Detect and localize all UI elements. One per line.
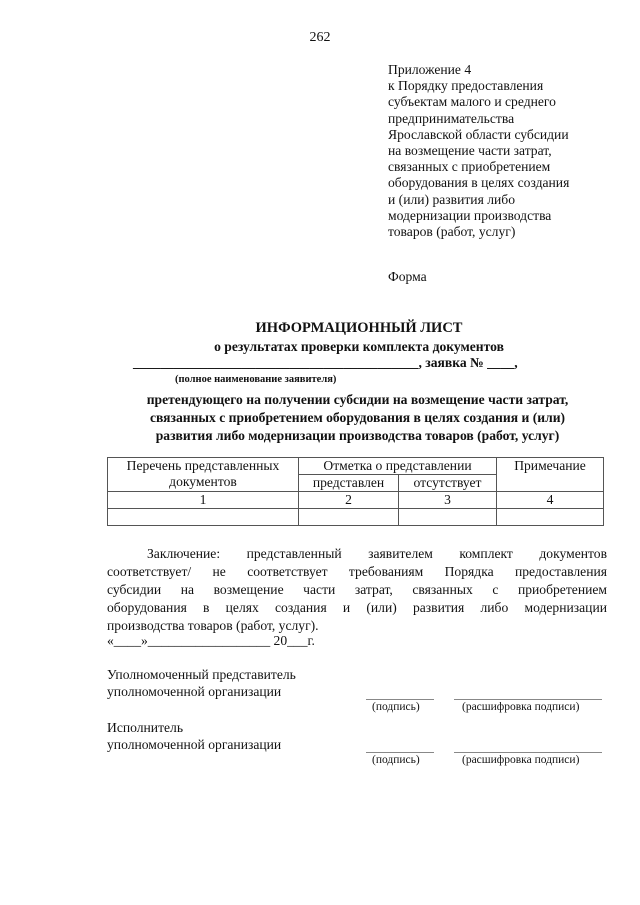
conclusion-line: оборудования в целях создания и (или) развития либо модернизации — [107, 600, 607, 615]
table-cell — [108, 509, 299, 526]
applicant-name-line: __________________________________________, заявка № ____, — [133, 355, 518, 370]
purpose-line: развития либо модернизации производства товаров (работ, услуг) — [155, 428, 560, 443]
transcript-line — [454, 752, 602, 753]
table-number-row — [108, 492, 604, 509]
appendix-line: и (или) развития либо — [388, 191, 515, 207]
header-submission-mark: Отметка о представлении — [299, 458, 497, 475]
signature-line — [366, 699, 434, 700]
appendix-line: модернизации производства — [388, 207, 552, 223]
header-note: Примечание — [497, 458, 604, 492]
transcript-line — [454, 699, 602, 700]
appendix-line: товаров (работ, услуг) — [388, 224, 516, 240]
conclusion-line: соответствует/ не соответствует требованиям Порядка предоставления — [107, 564, 607, 579]
column-number: 3 — [399, 492, 497, 509]
appendix-line: связанных с приобретением — [388, 159, 551, 175]
table-cell — [299, 509, 399, 526]
table-cell — [497, 509, 604, 526]
transcript-caption: (расшифровка подписи) — [462, 701, 580, 713]
document-title: ИНФОРМАЦИОННЫЙ ЛИСТ — [255, 320, 463, 336]
appendix-line: субъектам малого и среднего — [388, 94, 556, 110]
table-cell — [399, 509, 497, 526]
appendix-line: Приложение 4 — [388, 62, 472, 77]
table-header-row — [108, 458, 604, 475]
header-documents-list: Перечень представленных документов — [108, 458, 299, 492]
representative-label — [107, 666, 296, 700]
column-number: 2 — [299, 492, 399, 509]
executor-label — [107, 719, 281, 753]
applicant-hint: (полное наименование заявителя) — [175, 374, 337, 385]
transcript-caption: (расшифровка подписи) — [462, 754, 580, 766]
conclusion-paragraph — [107, 545, 607, 635]
conclusion-line: производства товаров (работ, услуг). — [107, 618, 319, 633]
appendix-line: предпринимательства — [388, 110, 515, 126]
document-subtitle: о результатах проверки комплекта документов — [214, 339, 504, 354]
conclusion-line: субсидии на возмещение части затрат, связанных с приобретением — [107, 582, 607, 597]
purpose-text — [100, 391, 615, 445]
page-number: 262 — [309, 30, 331, 45]
purpose-line: связанных с приобретением оборудования в целях создания и (или) — [149, 410, 566, 425]
signer-label-line: Исполнитель — [107, 720, 184, 735]
signer-label-line: уполномоченной организации — [107, 684, 282, 699]
column-number: 4 — [497, 492, 604, 509]
signer-label-line: уполномоченной организации — [107, 737, 282, 752]
documents-table — [107, 457, 604, 526]
appendix-line: к Порядку предоставления — [388, 78, 544, 94]
table-row — [108, 509, 604, 526]
conclusion-line: Заключение: представленный заявителем комплект документов — [147, 546, 607, 561]
appendix-line: Ярославской области субсидии — [388, 126, 569, 142]
signature-caption: (подпись) — [372, 754, 420, 766]
date-line: «____»__________________ 20___г. — [107, 633, 315, 648]
column-number: 1 — [108, 492, 299, 509]
signature-caption: (подпись) — [372, 701, 420, 713]
signer-label-line: Уполномоченный представитель — [107, 667, 296, 682]
purpose-line: претендующего на получении субсидии на возмещение части затрат, — [146, 392, 569, 407]
appendix-line: на возмещение части затрат, — [388, 143, 552, 159]
appendix-line: оборудования в целях создания — [388, 175, 570, 191]
header-submitted: представлен — [299, 475, 399, 492]
appendix-block — [388, 62, 618, 240]
header-absent: отсутствует — [399, 475, 497, 492]
signature-line — [366, 752, 434, 753]
form-label: Форма — [388, 269, 427, 284]
